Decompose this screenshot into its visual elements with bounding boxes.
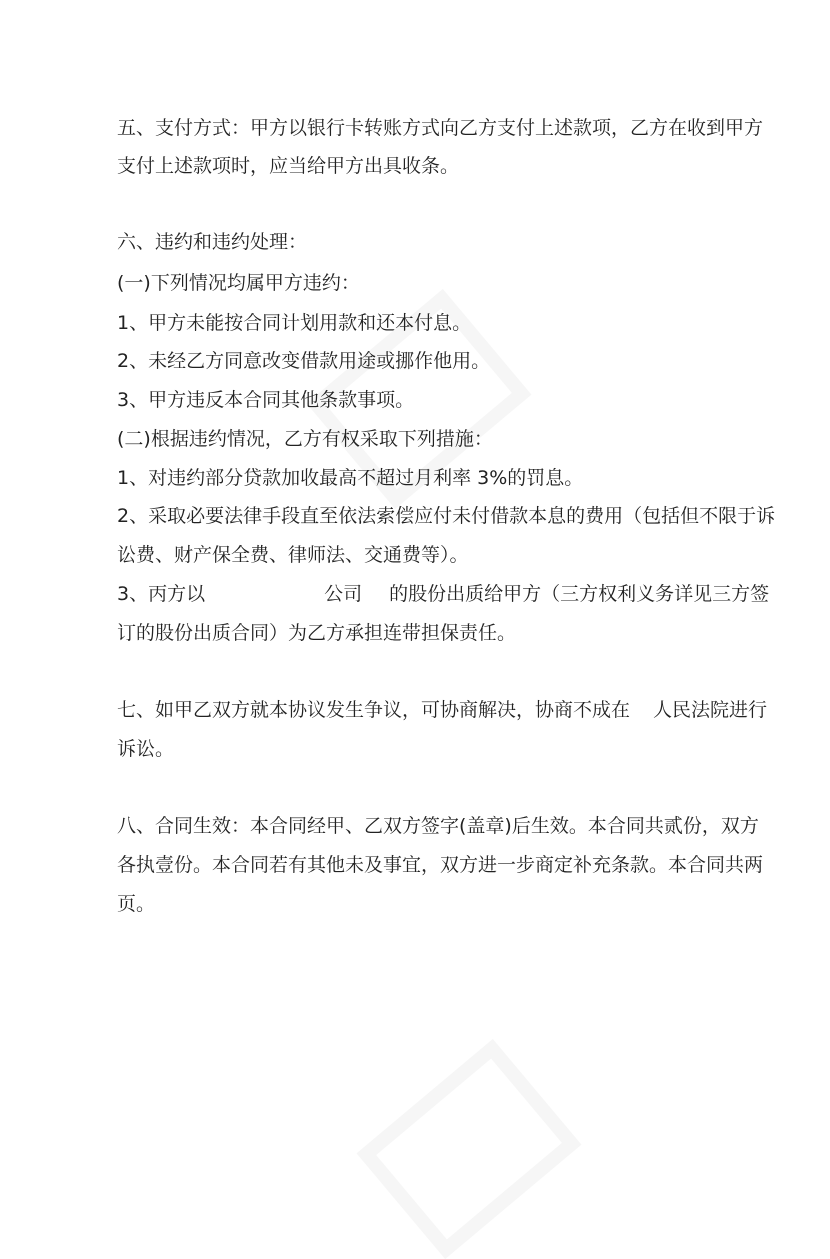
watermark <box>356 1039 581 1259</box>
section7-line: 诉讼。 <box>117 738 175 760</box>
section6-title: 六、违约和违约处理： <box>117 231 308 253</box>
item3-part: 的股份出质给甲方（三方权利义务详见三方签 <box>389 583 770 605</box>
section7-part: 七、如甲乙双方就本协议发生争议，可协商解决，协商不成在 <box>117 699 631 721</box>
list-item <box>117 582 769 606</box>
section8-line: 各执壹份。本合同若有其他未及事宜，双方进一步商定补充条款。本合同共两 <box>117 854 764 876</box>
section7-line <box>117 698 767 722</box>
section8-line: 八、合同生效：本合同经甲、乙双方签字(盖章)后生效。本合同共贰份，双方 <box>117 815 759 837</box>
list-item: 3、甲方违反本合同其他条款事项。 <box>117 389 415 411</box>
list-item: 1、对违约部分贷款加收最高不超过月利率 3%的罚息。 <box>117 467 584 489</box>
section5-line: 五、支付方式：甲方以银行卡转账方式向乙方支付上述款项，乙方在收到甲方 <box>117 117 764 139</box>
section6-sub2-title: (二)根据违约情况，乙方有权采取下列措施： <box>117 428 493 450</box>
item3-part: 公司 <box>324 583 363 605</box>
list-item: 2、采取必要法律手段直至依法索偿应付未付借款本息的费用（包括但不限于诉 <box>117 505 776 527</box>
section8-line: 页。 <box>117 893 156 915</box>
list-item: 2、未经乙方同意改变借款用途或挪作他用。 <box>117 350 491 372</box>
section5-line: 支付上述款项时，应当给甲方出具收条。 <box>117 155 460 177</box>
section7-part: 人民法院进行 <box>653 699 768 721</box>
list-item: 1、甲方未能按合同计划用款和还本付息。 <box>117 312 472 334</box>
list-item-continued: 订的股份出质合同）为乙方承担连带担保责任。 <box>117 622 517 644</box>
list-item-continued: 讼费、财产保全费、律师法、交通费等）。 <box>117 544 469 566</box>
section6-sub1-title: (一)下列情况均属甲方违约： <box>117 272 360 294</box>
item3-part: 3、丙方以 <box>117 583 206 605</box>
